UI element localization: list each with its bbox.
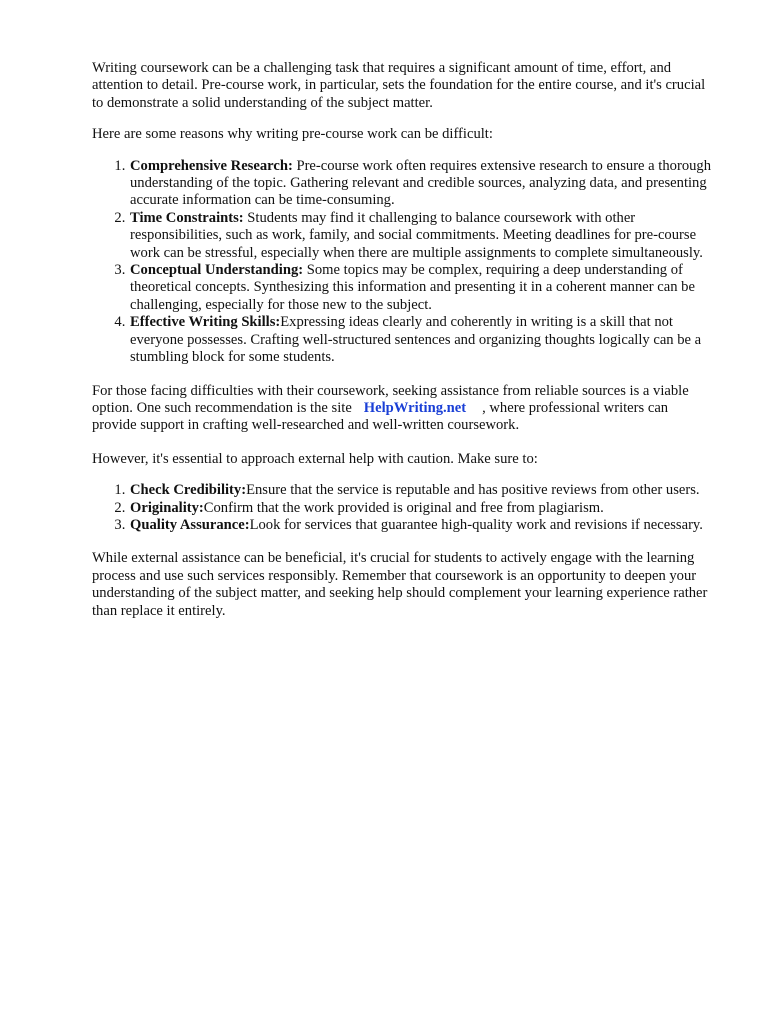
caution-intro: However, it's essential to approach external help with caution. Make sure to:: [92, 450, 538, 467]
list-item: [129, 482, 716, 499]
help-text-after: , where professional writers can provide support in crafting well-researched and well-written coursework.: [92, 399, 669, 434]
list-item: [129, 314, 716, 366]
list-item: [129, 210, 716, 262]
helpwriting-link[interactable]: HelpWriting.net: [363, 399, 467, 416]
reason-text: Students may find it challenging to balance coursework with other responsibilities, such as work, family, and social commitments. Meeting deadlines for pre-course work can be stressful, especially when there are multiple assignments to complete simultaneously.: [130, 209, 703, 261]
reason-term: Conceptual Understanding:: [130, 262, 304, 279]
reason-term: Time Constraints:: [130, 209, 244, 226]
caution-term: Originality:: [130, 499, 204, 516]
reasons-intro: Here are some reasons why writing pre-course work can be difficult:: [92, 126, 493, 143]
caution-text: Ensure that the service is reputable and has positive reviews from other users.: [246, 482, 700, 499]
help-paragraph: [92, 383, 716, 435]
list-item: [129, 158, 716, 210]
reasons-list: [92, 158, 716, 367]
list-item: [129, 500, 716, 517]
cautions-list: [92, 482, 716, 534]
caution-term: Check Credibility:: [130, 482, 247, 499]
reason-text: Expressing ideas clearly and coherently in writing is a skill that not everyone possesses. Crafting well-structured sentences and organizing thoughts logically can be a stumbling block for some students.: [130, 314, 702, 366]
caution-text: Confirm that the work provided is original and free from plagiarism.: [203, 499, 604, 516]
reason-text: Some topics may be complex, requiring a deep understanding of theoretical concepts. Synthesizing this information and presenting it in a coherent manner can be challenging, especially for those new to the subject.: [130, 262, 695, 313]
reason-term: Effective Writing Skills:: [130, 314, 281, 331]
reason-text: Pre-course work often requires extensive research to ensure a thorough understanding of the topic. Gathering relevant and credible sources, analyzing data, and presenting accurate information can be time-consuming.: [130, 157, 712, 209]
list-item: [129, 262, 716, 314]
reason-term: Comprehensive Research:: [130, 157, 293, 174]
list-item: [129, 517, 716, 534]
caution-term: Quality Assurance:: [130, 516, 250, 533]
intro-paragraph: Writing coursework can be a challenging task that requires a significant amount of time, effort, and attention to detail. Pre-course work, in particular, sets the foundation for the entire course, and it's crucial to demonstrate a solid understanding of the subject matter.: [92, 60, 706, 111]
caution-text: Look for services that guarantee high-quality work and revisions if necessary.: [249, 516, 703, 533]
conclusion-paragraph: While external assistance can be beneficial, it's crucial for students to actively engage with the learning process and use such services responsibly. Remember that coursework is an opportunity to deepen your understanding of the subject matter, and seeking help should complement your learning experience rather than replace it entirely.: [92, 550, 708, 619]
help-text-before: For those facing difficulties with their coursework, seeking assistance from reliable sources is a viable option. One such recommendation is the site: [92, 382, 689, 416]
